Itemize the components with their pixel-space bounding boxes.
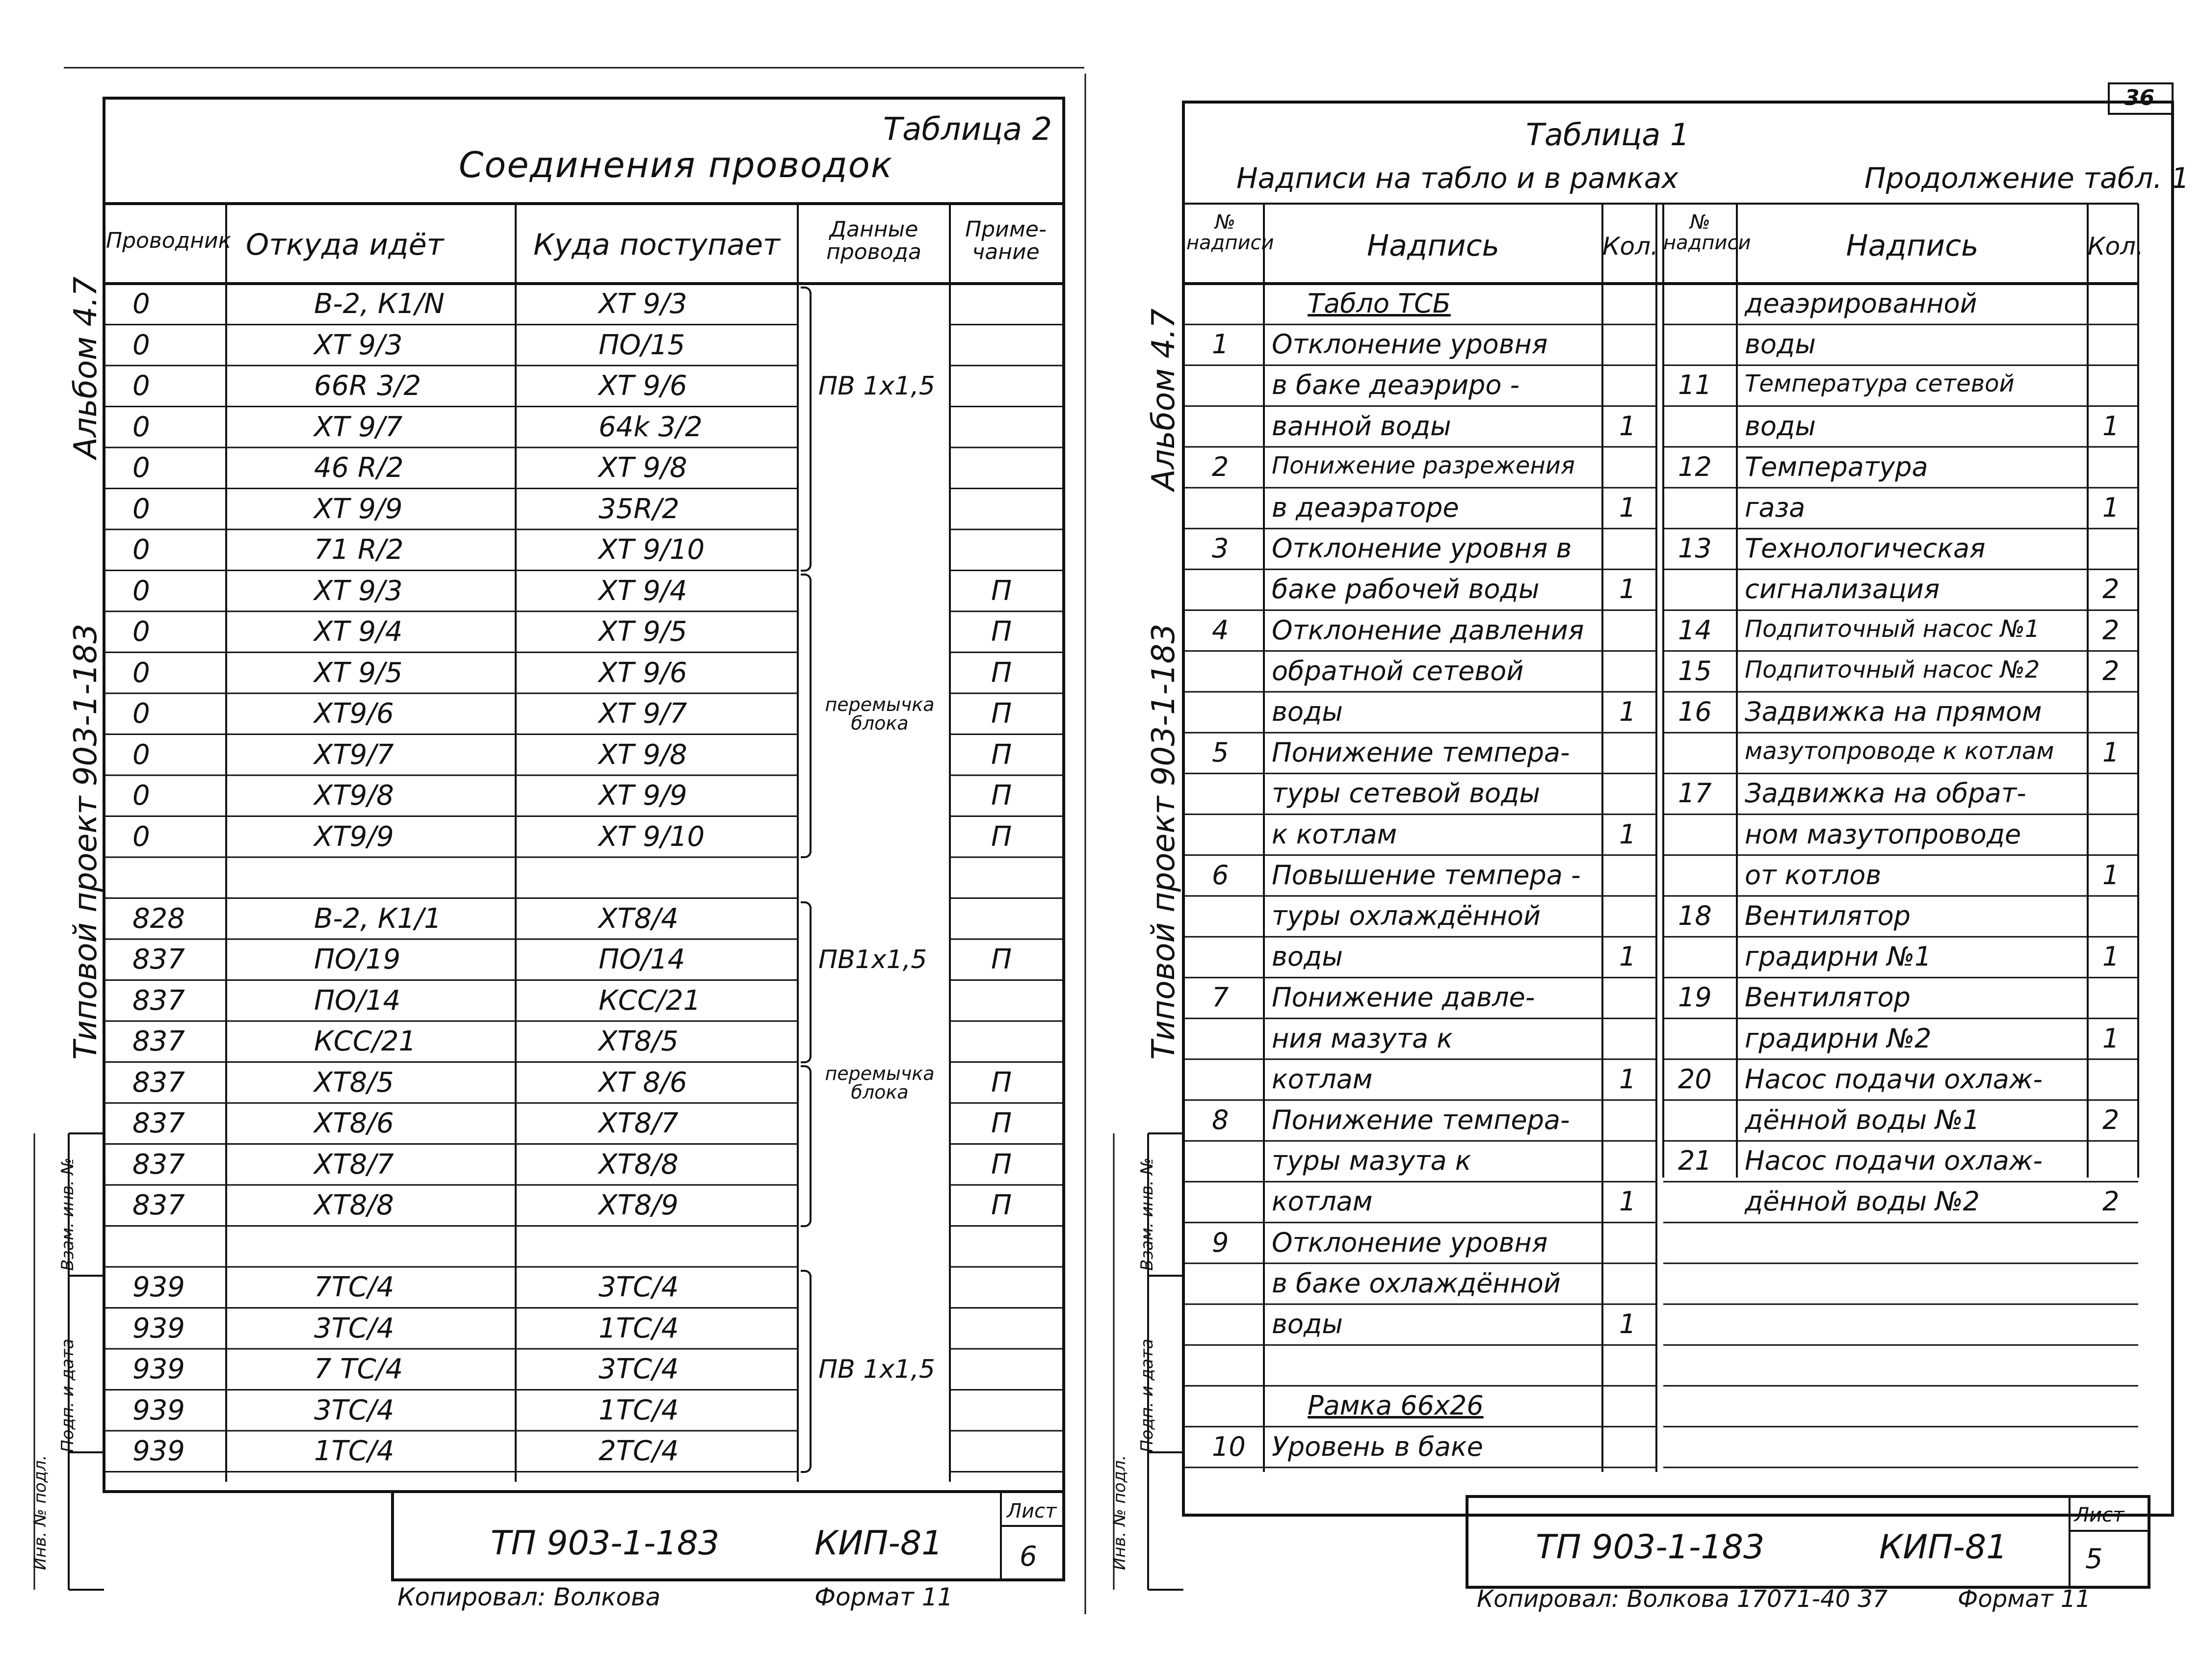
wire-to-cell: ХТ 9/5 <box>599 616 687 648</box>
wire-to-cell: 64k 3/2 <box>599 411 703 443</box>
wire-from-cell: 3ТС/4 <box>314 1394 394 1426</box>
label-qty-cell: 1 <box>1619 574 1636 605</box>
wire-from-cell: ХТ8/5 <box>314 1066 394 1099</box>
wire-from-cell: ХТ8/7 <box>314 1148 394 1181</box>
label-num-cell: 18 <box>1678 900 1712 931</box>
wire-note-cell: П <box>991 738 1012 771</box>
wire-to-cell: ХТ8/7 <box>599 1107 679 1139</box>
page-number: 36 <box>2124 85 2155 110</box>
label-text-cell: дённой воды №2 <box>1745 1186 1980 1217</box>
wire-to-cell: КСС/21 <box>599 984 701 1017</box>
right-footer-format: Формат 11 <box>1958 1585 2091 1613</box>
left-stamp-inv: Инв. № подл. <box>30 1455 50 1570</box>
right-stamp-inv: Инв. № подл. <box>1110 1455 1129 1570</box>
wire-to-cell: ХТ 9/8 <box>599 452 687 484</box>
right-side-project: Типовой проект 903-1-183 <box>1146 624 1182 1060</box>
wire-to-cell: ХТ 9/3 <box>599 288 687 320</box>
label-qty-cell: 1 <box>2102 941 2120 972</box>
wire-from-cell: ХТ9/9 <box>314 820 394 853</box>
label-num-cell: 9 <box>1212 1227 1229 1258</box>
label-num-cell: 10 <box>1212 1431 1246 1462</box>
wire-group-brace <box>801 1065 812 1227</box>
wire-to-cell: ХТ8/4 <box>599 902 679 935</box>
wire-to-cell: ХТ8/8 <box>599 1148 679 1181</box>
label-qty-cell: 1 <box>2102 737 2120 768</box>
label-num-cell: 2 <box>1212 451 1229 482</box>
label-qty-cell: 2 <box>2102 1186 2120 1217</box>
wire-wire-cell: 0 <box>132 698 150 730</box>
wire-wire-cell: 0 <box>132 820 150 853</box>
col-header-wire-data-text: Данные провода <box>826 217 921 265</box>
col-header-note-text: Приме-чание <box>965 217 1047 265</box>
label-qty-cell: 1 <box>2102 1023 2120 1054</box>
left-side-project: Типовой проект 903-1-183 <box>68 624 104 1060</box>
left-footer-format: Формат 11 <box>814 1583 953 1611</box>
wire-from-cell: 46 R/2 <box>314 452 404 484</box>
left-stamp-replace: Взам. инв. № <box>58 1157 78 1271</box>
right-table-subtitle: Надписи на табло и в рамках <box>1236 161 1678 195</box>
label-qty-cell: 1 <box>1619 1186 1636 1217</box>
wire-wire-cell: 0 <box>132 616 150 648</box>
wire-note-cell: П <box>991 780 1012 812</box>
label-num-cell: 20 <box>1678 1063 1712 1095</box>
col-header-num-1-text: № надписи <box>1186 211 1274 254</box>
label-text-cell: Задвижка на прямом <box>1745 696 2042 727</box>
col-header-wire: Проводник <box>106 228 232 253</box>
wire-note-cell: П <box>991 698 1012 730</box>
wire-from-cell: ХТ9/8 <box>314 780 394 812</box>
label-num-cell: 8 <box>1212 1104 1229 1135</box>
col-header-num-2-text: № надписи <box>1663 211 1751 254</box>
label-text-cell: воды <box>1745 329 1816 360</box>
label-num-cell: 17 <box>1678 778 1712 809</box>
wire-to-cell: ХТ 9/7 <box>599 698 687 730</box>
wire-wire-cell: 0 <box>132 329 150 361</box>
label-text-cell: Отклонение уровня <box>1272 329 1548 360</box>
wire-to-cell: ХТ8/5 <box>599 1025 679 1057</box>
wire-wire-cell: 0 <box>132 534 150 566</box>
label-text-cell: от котлов <box>1745 859 1882 891</box>
label-text-cell: Рамка 66х26 <box>1308 1390 1484 1421</box>
wire-to-cell: ХТ 9/9 <box>599 780 687 812</box>
wire-from-cell: ХТ 9/3 <box>314 329 403 361</box>
label-text-cell: Понижение давле- <box>1272 982 1535 1013</box>
label-num-cell: 12 <box>1678 451 1712 482</box>
wire-wire-cell: 939 <box>132 1394 185 1426</box>
col-header-from: Откуда идёт <box>246 228 444 262</box>
label-qty-cell: 1 <box>1619 410 1636 442</box>
wire-wire-cell: 0 <box>132 780 150 812</box>
label-text-cell: сигнализация <box>1745 574 1940 605</box>
label-qty-cell: 1 <box>1619 818 1636 850</box>
label-text-cell: Технологическая <box>1745 533 1986 564</box>
wire-from-cell: ПО/14 <box>314 984 401 1017</box>
wire-to-cell: 1ТС/4 <box>599 1394 679 1426</box>
wire-group-brace <box>801 901 812 1063</box>
label-text-cell: Насос подачи охлаж- <box>1745 1145 2043 1177</box>
wire-wire-cell: 0 <box>132 656 150 689</box>
wire-to-cell: 35R/2 <box>599 493 680 525</box>
col-header-qty-1: Кол. <box>1602 232 1658 261</box>
wire-from-cell: 71 R/2 <box>314 534 404 566</box>
label-num-cell: 6 <box>1212 859 1229 891</box>
wire-to-cell: ХТ 9/8 <box>599 738 687 771</box>
wire-to-cell: ХТ 8/6 <box>599 1066 687 1099</box>
wire-to-cell: 3ТС/4 <box>599 1353 679 1385</box>
wire-wire-cell: 828 <box>132 902 185 935</box>
label-qty-cell: 2 <box>2102 655 2120 686</box>
wire-from-cell: 3ТС/4 <box>314 1312 394 1344</box>
wire-wire-cell: 837 <box>132 944 185 975</box>
wire-from-cell: 66R 3/2 <box>314 370 421 402</box>
label-num-cell: 11 <box>1678 369 1712 401</box>
wire-from-cell: ХТ 9/3 <box>314 575 403 607</box>
label-text-cell: баке рабочей воды <box>1272 574 1540 605</box>
right-stamp-replace: Взам. инв. № <box>1137 1157 1157 1271</box>
wire-wire-cell: 939 <box>132 1353 185 1385</box>
label-text-cell: Табло ТСБ <box>1308 288 1451 319</box>
label-text-cell: воды <box>1272 1309 1343 1339</box>
wire-note-cell: П <box>991 616 1012 648</box>
label-text-cell: Отклонение уровня в <box>1272 533 1572 564</box>
label-text-cell: туры мазута к <box>1272 1145 1471 1177</box>
label-text-cell: Температура сетевой <box>1745 370 2015 398</box>
wire-group-brace <box>801 287 812 572</box>
wire-to-cell: ХТ 9/10 <box>599 820 705 853</box>
wire-from-cell: 1ТС/4 <box>314 1435 394 1467</box>
right-tb-project: ТП 903-1-183 <box>1536 1528 1765 1567</box>
label-qty-cell: 1 <box>2102 410 2120 442</box>
label-num-cell: 16 <box>1678 696 1712 727</box>
wire-from-cell: В-2, К1/1 <box>314 902 442 935</box>
wire-note-cell: П <box>991 820 1012 853</box>
wire-wire-cell: 0 <box>132 411 150 443</box>
label-num-cell: 13 <box>1678 533 1712 564</box>
label-text-cell: градирни №2 <box>1745 1023 1932 1054</box>
label-text-cell: в деаэраторе <box>1272 492 1459 523</box>
label-num-cell: 3 <box>1212 533 1229 564</box>
label-text-cell: Уровень в баке <box>1272 1431 1483 1462</box>
wire-group-label: ПВ 1х1,5 <box>818 1355 935 1384</box>
wire-wire-cell: 0 <box>132 288 150 320</box>
label-qty-cell: 1 <box>1619 1063 1636 1095</box>
wire-wire-cell: 837 <box>132 1148 185 1181</box>
right-footer-copied: Копировал: Волкова 17071-40 37 <box>1477 1585 1888 1613</box>
label-text-cell: градирни №1 <box>1745 941 1932 972</box>
label-text-cell: Вентилятор <box>1745 900 1911 931</box>
right-tb-sheet-number: 5 <box>2085 1543 2103 1575</box>
label-num-cell: 7 <box>1212 982 1229 1013</box>
right-stamp-sign: Подп. и дата <box>1137 1339 1157 1452</box>
label-qty-cell: 2 <box>2102 574 2120 605</box>
wire-to-cell: ПО/14 <box>599 944 685 975</box>
wire-group-label: перемычка блока <box>825 694 935 734</box>
wire-wire-cell: 0 <box>132 738 150 771</box>
wire-from-cell: ХТ 9/7 <box>314 411 403 443</box>
label-qty-cell: 1 <box>1619 1309 1636 1339</box>
label-text-cell: котлам <box>1272 1063 1373 1095</box>
wire-wire-cell: 939 <box>132 1312 185 1344</box>
wire-wire-cell: 0 <box>132 575 150 607</box>
label-qty-cell: 1 <box>2102 859 2120 891</box>
left-table-label: Таблица 2 <box>883 111 1052 148</box>
label-qty-cell: 1 <box>1619 696 1636 727</box>
wire-to-cell: 1ТС/4 <box>599 1312 679 1344</box>
wire-from-cell: ХТ 9/9 <box>314 493 403 525</box>
left-footer-copied: Копировал: Волкова <box>397 1583 661 1611</box>
label-text-cell: воды <box>1272 941 1343 972</box>
label-text-cell: Понижение темпера- <box>1272 1104 1570 1135</box>
label-text-cell: Отклонение уровня <box>1272 1227 1548 1258</box>
label-text-cell: мазутопроводе к котлам <box>1745 737 2054 765</box>
left-stamp-sign: Подп. и дата <box>58 1339 78 1452</box>
label-text-cell: Температура <box>1745 451 1928 482</box>
col-header-qty-2: Кол. <box>2088 232 2144 261</box>
wire-from-cell: ХТ9/6 <box>314 698 394 730</box>
wire-group-brace <box>801 1270 812 1473</box>
label-text-cell: к котлам <box>1272 818 1397 850</box>
wire-note-cell: П <box>991 1066 1012 1099</box>
wire-group-label: перемычка блока <box>825 1062 935 1103</box>
wire-note-cell: П <box>991 1107 1012 1139</box>
wire-note-cell: П <box>991 656 1012 689</box>
wire-to-cell: ПО/15 <box>599 329 685 361</box>
wire-to-cell: ХТ 9/6 <box>599 370 687 402</box>
wire-from-cell: КСС/21 <box>314 1025 417 1057</box>
left-table-title: Соединения проводок <box>459 144 893 185</box>
left-side-album: Альбом 4.7 <box>68 276 104 459</box>
label-text-cell: дённой воды №1 <box>1745 1104 1980 1135</box>
label-text-cell: котлам <box>1272 1186 1373 1217</box>
wire-from-cell: В-2, К1/N <box>314 288 445 320</box>
label-text-cell: воды <box>1272 696 1343 727</box>
label-qty-cell: 2 <box>2102 1104 2120 1135</box>
wire-to-cell: 2ТС/4 <box>599 1435 679 1467</box>
wire-note-cell: П <box>991 944 1012 975</box>
wire-to-cell: ХТ 9/6 <box>599 656 687 689</box>
label-text-cell: Повышение темпера - <box>1272 859 1581 891</box>
label-text-cell: Понижение разрежения <box>1272 451 1575 479</box>
left-tb-project: ТП 903-1-183 <box>491 1524 720 1563</box>
wire-wire-cell: 837 <box>132 1066 185 1099</box>
wire-wire-cell: 0 <box>132 452 150 484</box>
label-num-cell: 1 <box>1212 329 1229 360</box>
wire-to-cell: ХТ 9/10 <box>599 534 705 566</box>
col-header-wire-data <box>798 218 950 263</box>
label-qty-cell: 1 <box>1619 492 1636 523</box>
label-text-cell: Подпиточный насос №2 <box>1745 656 2040 683</box>
wire-from-cell: ХТ8/6 <box>314 1107 394 1139</box>
label-text-cell: Задвижка на обрат- <box>1745 778 2026 809</box>
col-header-text-1: Надпись <box>1367 229 1499 263</box>
left-tb-sheet-number: 6 <box>1020 1541 1037 1573</box>
label-text-cell: туры охлаждённой <box>1272 900 1541 931</box>
col-header-num-2 <box>1663 211 1751 254</box>
wire-from-cell: 7 ТС/4 <box>314 1353 403 1385</box>
label-qty-cell: 2 <box>2102 614 2120 646</box>
wire-note-cell: П <box>991 1189 1012 1221</box>
wire-to-cell: ХТ 9/4 <box>599 575 687 607</box>
wire-from-cell: 7ТС/4 <box>314 1271 394 1303</box>
wire-wire-cell: 837 <box>132 984 185 1017</box>
right-side-album: Альбом 4.7 <box>1146 308 1182 491</box>
wire-wire-cell: 939 <box>132 1271 185 1303</box>
label-text-cell: ния мазута к <box>1272 1023 1453 1054</box>
col-header-num-1 <box>1186 211 1274 254</box>
wire-from-cell: ПО/19 <box>314 944 401 975</box>
label-text-cell: в баке деаэриро - <box>1272 369 1520 401</box>
wire-to-cell: ХТ8/9 <box>599 1189 679 1221</box>
wire-to-cell: 3ТС/4 <box>599 1271 679 1303</box>
label-text-cell: Подпиточный насос №1 <box>1745 615 2040 643</box>
label-text-cell: ном мазутопроводе <box>1745 818 2021 850</box>
label-text-cell: Насос подачи охлаж- <box>1745 1063 2043 1095</box>
right-tb-sheet-label: Лист <box>2074 1504 2124 1526</box>
label-num-cell: 19 <box>1678 982 1712 1013</box>
label-num-cell: 5 <box>1212 737 1229 768</box>
label-text-cell: обратной сетевой <box>1272 655 1524 686</box>
right-tb-doc: КИП-81 <box>1879 1528 2008 1567</box>
label-text-cell: Понижение темпера- <box>1272 737 1570 768</box>
label-text-cell: в баке охлаждённой <box>1272 1267 1561 1299</box>
label-text-cell: Вентилятор <box>1745 982 1911 1013</box>
wire-note-cell: П <box>991 575 1012 607</box>
col-header-text-2: Надпись <box>1846 229 1979 263</box>
wire-group-label: ПВ1х1,5 <box>818 945 927 974</box>
wire-note-cell: П <box>991 1148 1012 1181</box>
right-table-label: Таблица 1 <box>1526 117 1690 153</box>
label-text-cell: деаэрированной <box>1745 288 1977 319</box>
label-num-cell: 4 <box>1212 614 1229 646</box>
left-tb-doc: КИП-81 <box>814 1524 943 1563</box>
wire-wire-cell: 837 <box>132 1025 185 1057</box>
wire-wire-cell: 0 <box>132 370 150 402</box>
label-num-cell: 21 <box>1678 1145 1712 1177</box>
col-header-to: Куда поступает <box>533 228 780 262</box>
wire-group-brace <box>801 574 812 859</box>
left-frame <box>104 98 1064 1492</box>
label-text-cell: ванной воды <box>1272 410 1451 442</box>
label-text-cell: воды <box>1745 410 1816 442</box>
wire-wire-cell: 939 <box>132 1435 185 1467</box>
wire-wire-cell: 837 <box>132 1189 185 1221</box>
wire-from-cell: ХТ8/8 <box>314 1189 394 1221</box>
label-qty-cell: 1 <box>2102 492 2120 523</box>
wire-from-cell: ХТ 9/4 <box>314 616 403 648</box>
label-num-cell: 14 <box>1678 614 1712 646</box>
wire-wire-cell: 0 <box>132 493 150 525</box>
wire-from-cell: ХТ 9/5 <box>314 656 403 689</box>
label-text-cell: газа <box>1745 492 1806 523</box>
wire-group-label: ПВ 1х1,5 <box>818 371 935 401</box>
col-header-note <box>950 218 1062 263</box>
left-tb-sheet-label: Лист <box>1007 1500 1057 1522</box>
label-text-cell: Отклонение давления <box>1272 614 1584 646</box>
label-text-cell: туры сетевой воды <box>1272 778 1541 809</box>
label-num-cell: 15 <box>1678 655 1712 686</box>
label-qty-cell: 1 <box>1619 941 1636 972</box>
wire-from-cell: ХТ9/7 <box>314 738 394 771</box>
wire-wire-cell: 837 <box>132 1107 185 1139</box>
right-table-continuation: Продолжение табл. 1 <box>1864 161 2190 195</box>
